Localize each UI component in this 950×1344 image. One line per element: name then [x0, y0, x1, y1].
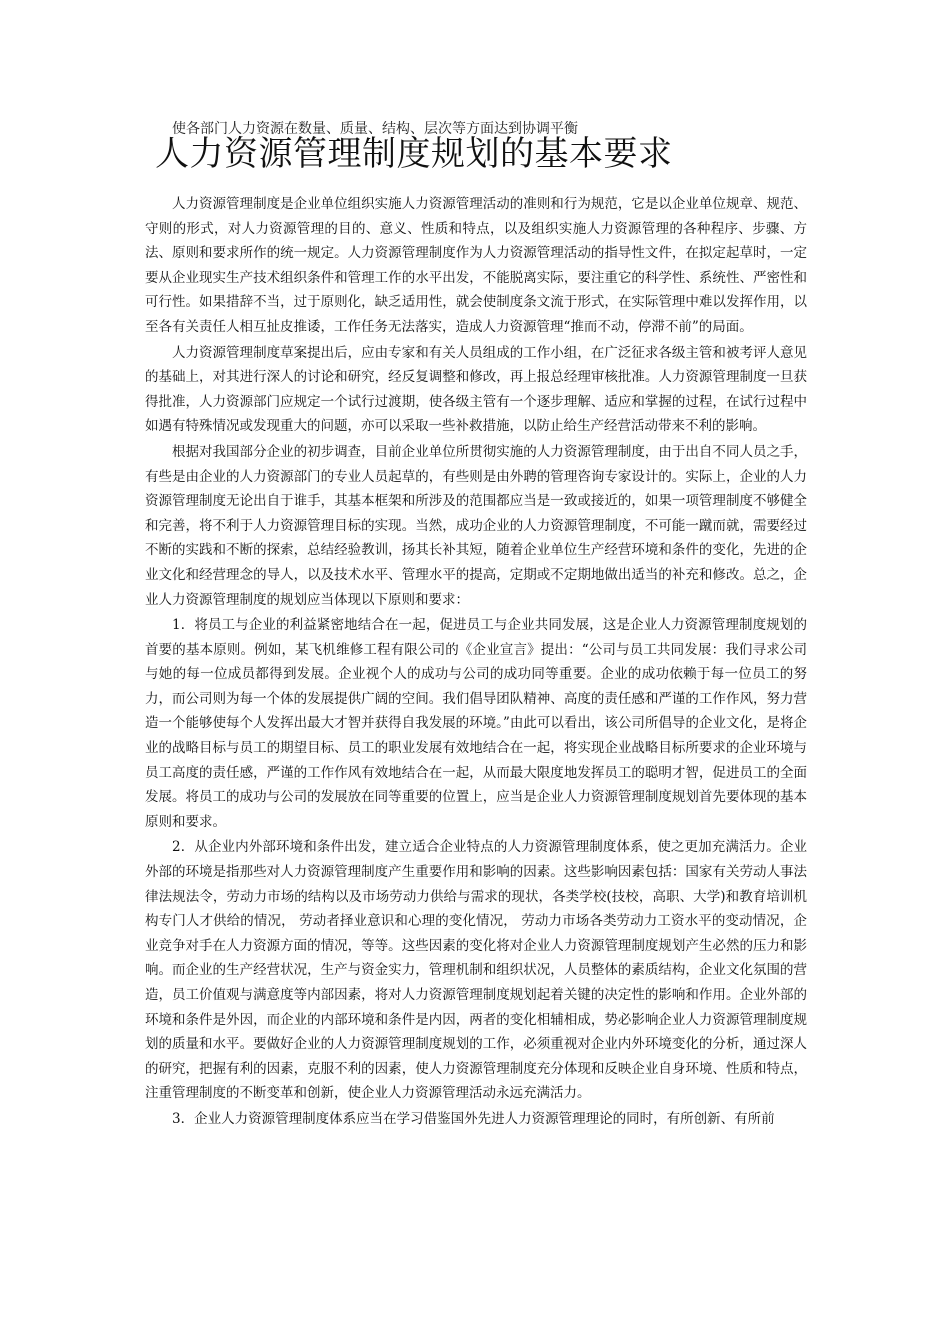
paragraph-principle-2: 2．从企业内外部环境和条件出发，建立适合企业特点的人力资源管理制度体系，使之更加充满活力。企业外部的环境是指那些对人力资源管理制度产生重要作用和影响的因素。这些影响因素包括：国家有关劳动人事法律法规法令，劳动力市场的结构以及市场劳动力供给与需求的现状，各类学校(技校，高职、大学)和教育培训机构专门人才供给的情况， 劳动者择业意识和心理的变化情况， 劳动力市场各类劳动力工资水平的变动情况，企业竞争对手在人力资源方面的情况，等等。这些因素的变化将对企业人力资源管理制度规划产生必然的压力和影响。而企业的生产经营状况，生产与资金实力，管理机制和组织状况，人员整体的素质结构，企业文化氛围的营造，员工价值观与满意度等内部因素，将对人力资源管理制度规划起着关键的决定性的影响和作用。企业外部的环境和条件是外因，而企业的内部环境和条件是内因，两者的变化相辅相成，势必影响企业人力资源管理制度规划的质量和水平。要做好企业的人力资源管理制度规划的工作，必须重视对企业内外环境变化的分析，通过深人的研究，把握有利的因素，克服不利的因素，使人力资源管理制度充分体现和反映企业自身环境、性质和特点，注重管理制度的不断变革和创新，使企业人力资源管理活动永远充满活力。	[145, 839, 807, 1102]
document-title: 人力资源管理制度规划的基本要求	[155, 134, 673, 174]
paragraph-intro: 人力资源管理制度是企业单位组织实施人力资源管理活动的准则和行为规范，它是以企业单位规章、规范、守则的形式，对人力资源管理的目的、意义、性质和特点，以及组织实施人力资源管理的各种程序、步骤、方法、原则和要求所作的统一规定。人力资源管理制度作为人力资源管理活动的指导性文件，在拟定起草时，一定要从企业现实生产技术组织条件和管理工作的水平出发，不能脱离实际，要注重它的科学性、系统性、严密性和可行性。如果措辞不当，过于原则化，缺乏适用性，就会使制度条文流于形式，在实际管理中难以发挥作用，以至各有关责任人相互扯皮推诿，工作任务无法落实，造成人力资源管理“推而不动，停滞不前”的局面。	[145, 196, 807, 335]
document-body	[145, 192, 807, 1133]
paragraph-principle-1: 1．将员工与企业的利益紧密地结合在一起，促进员工与企业共同发展，这是企业人力资源管理制度规划的首要的基本原则。例如，某飞机维修工程有限公司的《企业宣言》提出：“公司与员工共同发展：我们寻求公司与她的每一位成员都得到发展。企业视个人的成功与公司的成功同等重要。企业的成功依赖于每一位员工的努力，而公司则为每一个体的发展提供广阔的空间。我们倡导团队精神、高度的责任感和严谨的工作作风，努力营造一个能够使每个人发挥出最大才智并获得自我发展的环境。”由此可以看出，该公司所倡导的企业文化，是将企业的战略目标与员工的期望目标、员工的职业发展有效地结合在一起，将实现企业战略目标所要求的企业环境与员工高度的责任感，严谨的工作作风有效地结合在一起，从而最大限度地发挥员工的聪明才智，促进员工的全面发展。将员工的成功与公司的发展放在同等重要的位置上，应当是企业人力资源管理制度规划首先要体现的基本原则和要求。	[145, 617, 807, 830]
paragraph-draft-approval: 人力资源管理制度草案提出后，应由专家和有关人员组成的工作小组，在广泛征求各级主管和被考评人意见的基础上，对其进行深人的讨论和研究，经反复调整和修改，再上报总经理审核批准。人力资源管理制度一旦获得批准，人力资源部门应规定一个试行过渡期，使各级主管有一个逐步理解、适应和掌握的过程，在试行过程中如遇有特殊情况或发现重大的问题，亦可以采取一些补救措施，以防止给生产经营活动带来不利的影响。	[145, 344, 807, 435]
paragraph-principle-3: 3．企业人力资源管理制度体系应当在学习借鉴国外先进人力资源管理理论的同时，有所创新、有所前	[172, 1110, 775, 1127]
paragraph-survey: 根据对我国部分企业的初步调查，目前企业单位所贯彻实施的人力资源管理制度，由于出自不同人员之手，有些是由企业的人力资源部门的专业人员起草的，有些则是由外聘的管理咨询专家设计的。实际上，企业的人力资源管理制度无论出自于谁手，其基本框架和所涉及的范围都应当是一致或接近的，如果一项管理制度不够健全和完善，将不利于人力资源管理目标的实现。当然，成功企业的人力资源管理制度，不可能一蹴而就，需要经过不断的实践和不断的探索，总结经验教训，扬其长补其短，随着企业单位生产经营环境和条件的变化，先进的企业文化和经营理念的导人，以及技术水平、管理水平的提高，定期或不定期地做出适当的补充和修改。总之，企业人力资源管理制度的规划应当体现以下原则和要求：	[145, 443, 807, 608]
overlapping-text-fragment: 使各部门人力资源在数量、质量、结构、层次等方面达到协调平衡	[172, 121, 578, 137]
